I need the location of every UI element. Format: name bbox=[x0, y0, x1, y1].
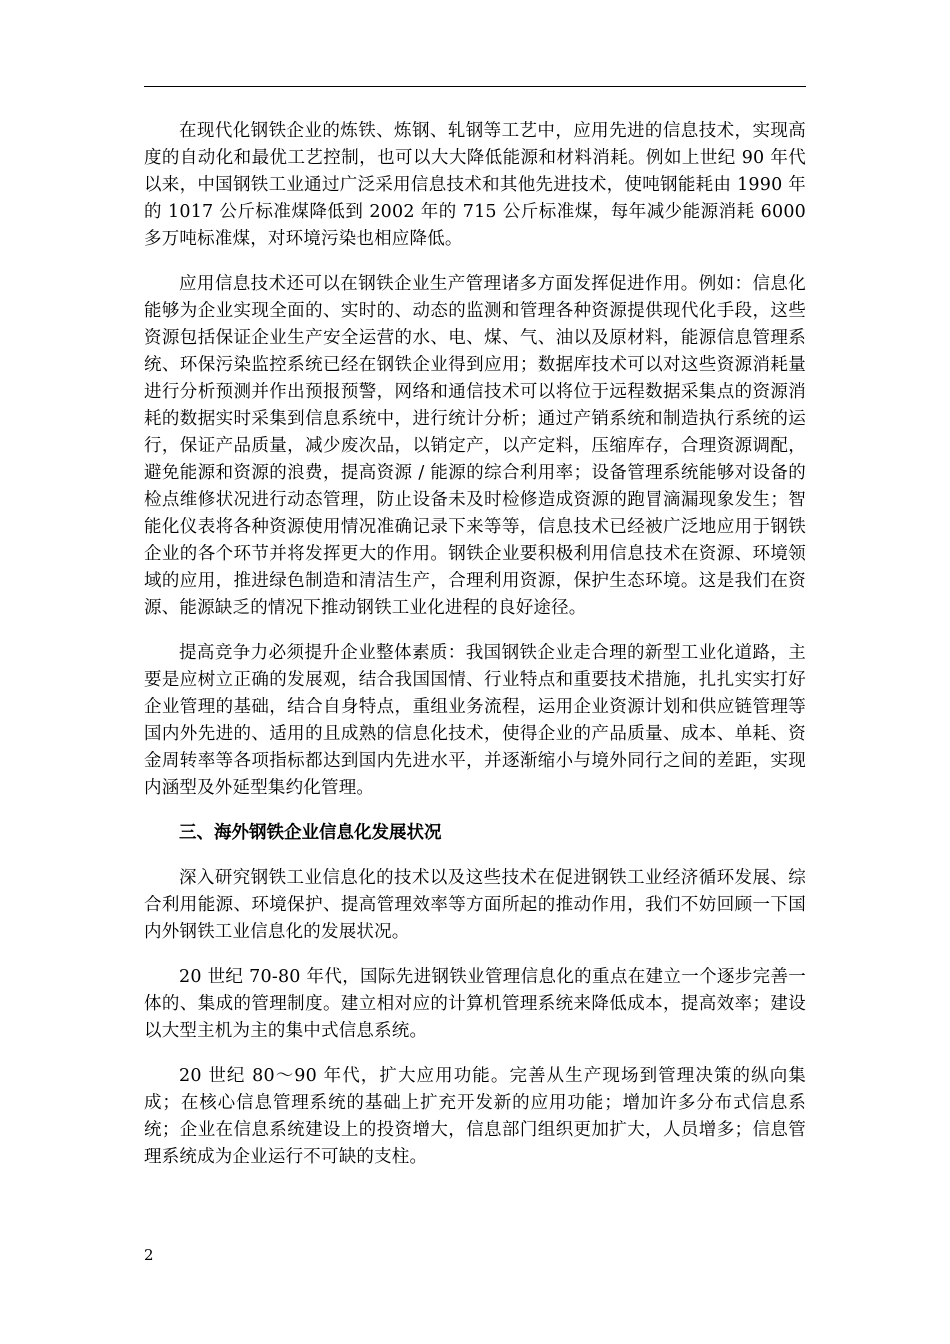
paragraph: 在现代化钢铁企业的炼铁、炼钢、轧钢等工艺中，应用先进的信息技术，实现高度的自动化和最优工艺控制，也可以大大降低能源和材料消耗。例如上世纪 90 年代以来，中国钢铁工业通过广泛采用信息技术和其他先进技术，使吨钢能耗由 1990 年的 1017 公斤标准煤降低到 2002 年的 715 公斤标准煤，每年减少能源消耗 6000 多万吨标准煤，对环境污染也相应降低。 bbox=[144, 121, 806, 249]
paragraph: 深入研究钢铁工业信息化的技术以及这些技术在促进钢铁工业经济循环发展、综合利用能源、环境保护、提高管理效率等方面所起的推动作用，我们不妨回顾一下国内外钢铁工业信息化的发展状况。 bbox=[144, 868, 806, 942]
header-rule bbox=[144, 86, 806, 87]
paragraph: 应用信息技术还可以在钢铁企业生产管理诸多方面发挥促进作用。例如：信息化能够为企业实现全面的、实时的、动态的监测和管理各种资源提供现代化手段，这些资源包括保证企业生产安全运营的水、电、煤、气、油以及原材料，能源信息管理系统、环保污染监控系统已经在钢铁企业得到应用；数据库技术可以对这些资源消耗量进行分析预测并作出预报预警，网络和通信技术可以将位于远程数据采集点的资源消耗的数据实时采集到信息系统中，进行统计分析；通过产销系统和制造执行系统的运行，保证产品质量，减少废次品，以销定产，以产定料，压缩库存，合理资源调配，避免能源和资源的浪费，提高资源 / 能源的综合利用率；设备管理系统能够对设备的检点维修状况进行动态管理，防止设备未及时检修造成资源的跑冒滴漏现象发生；智能化仪表将各种资源使用情况准确记录下来等等，信息技术已经被广泛地应用于钢铁企业的各个环节并将发挥更大的作用。钢铁企业要积极利用信息技术在资源、环境领域的应用，推进绿色制造和清洁生产，合理利用资源，保护生态环境。这是我们在资源、能源缺乏的情况下推动钢铁工业化进程的良好途径。 bbox=[144, 274, 806, 618]
paragraph: 提高竞争力必须提升企业整体素质：我国钢铁企业走合理的新型工业化道路，主要是应树立正确的发展观，结合我国国情、行业特点和重要技术措施，扎扎实实打好企业管理的基础，结合自身特点，重组业务流程，运用企业资源计划和供应链管理等国内外先进的、适用的且成熟的信息化技术，使得企业的产品质量、成本、单耗、资金周转率等各项指标都达到国内先进水平，并逐渐缩小与境外同行之间的差距，实现内涵型及外延型集约化管理。 bbox=[144, 643, 806, 798]
paragraph: 20 世纪 80～90 年代，扩大应用功能。完善从生产现场到管理决策的纵向集成；在核心信息管理系统的基础上扩充开发新的应用功能；增加许多分布式信息系统；企业在信息系统建设上的投资增大，信息部门组织更加扩大，人员增多；信息管理系统成为企业运行不可缺的支柱。 bbox=[144, 1066, 806, 1167]
paragraph: 20 世纪 70-80 年代，国际先进钢铁业管理信息化的重点在建立一个逐步完善一体的、集成的管理制度。建立相对应的计算机管理系统来降低成本，提高效率；建设以大型主机为主的集中式信息系统。 bbox=[144, 967, 806, 1041]
page-number: 2 bbox=[144, 1246, 154, 1264]
section-heading: 三、海外钢铁企业信息化发展状况 bbox=[179, 823, 442, 843]
document-body bbox=[144, 118, 806, 1189]
